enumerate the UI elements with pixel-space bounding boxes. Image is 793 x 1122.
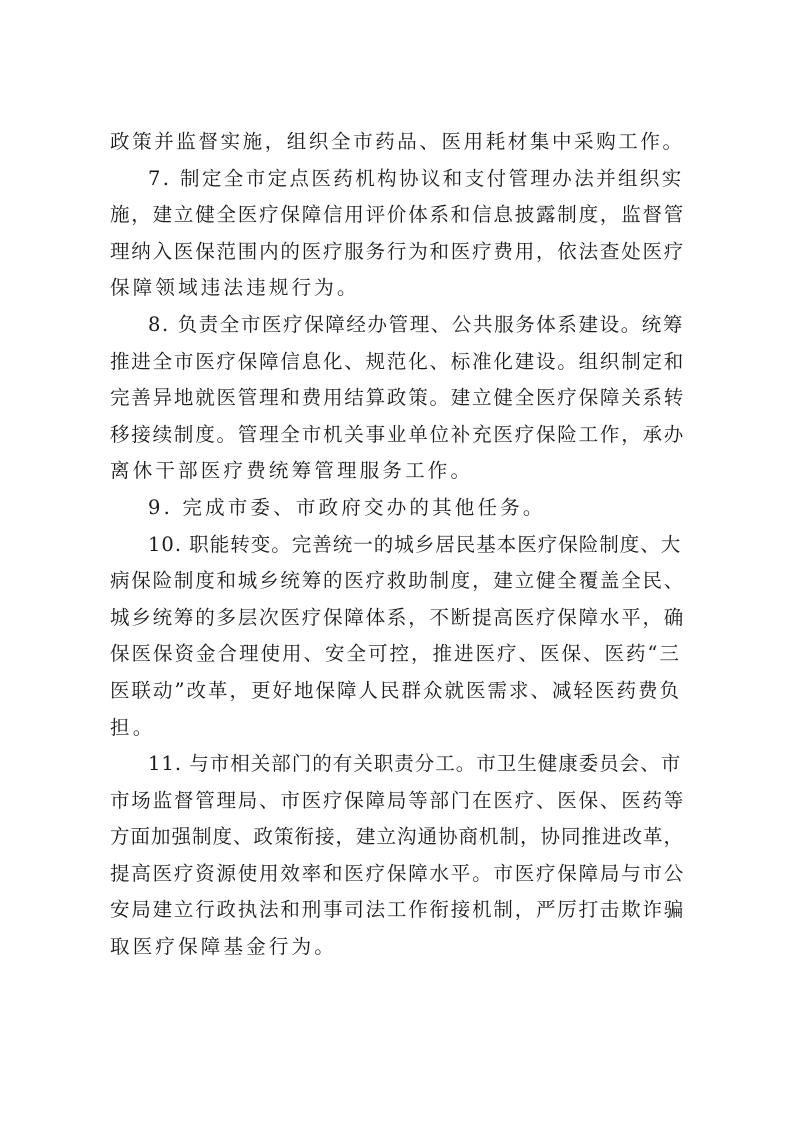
text-line: 离休干部医疗费统筹管理服务工作。 — [110, 459, 474, 483]
paragraph-item-7 — [110, 161, 685, 307]
document-body — [110, 124, 685, 966]
text-line: 城乡统筹的多层次医疗保障体系，不断提高医疗保障水平，确 — [110, 605, 686, 629]
paragraph-intro-tail — [110, 124, 685, 161]
paragraph-item-8 — [110, 307, 685, 490]
paragraph-item-9 — [110, 490, 685, 527]
text-line: 8. 负责全市医疗保障经办管理、公共服务体系建设。统筹 — [148, 312, 685, 336]
text-line: 移接续制度。管理全市机关事业单位补充医疗保险工作，承办 — [110, 422, 686, 446]
text-line: 完善异地就医管理和费用结算政策。建立健全医疗保障关系转 — [110, 386, 686, 410]
text-line: 7. 制定全市定点医药机构协议和支付管理办法并组织实 — [148, 166, 684, 190]
text-line: 政策并监督实施，组织全市药品、医用耗材集中采购工作。 — [110, 130, 685, 153]
text-line: 病保险制度和城乡统筹的医疗救助制度，建立健全覆盖全民、 — [110, 569, 686, 593]
text-line: 医联动”改革，更好地保障人民群众就医需求、减轻医药费负 — [110, 678, 681, 702]
text-line: 提高医疗资源使用效率和医疗保障水平。市医疗保障局与市公 — [110, 861, 686, 885]
text-line: 保医保资金合理使用、安全可控，推进医疗、医保、医药“三 — [110, 642, 681, 666]
text-line: 取医疗保障基金行为。 — [110, 935, 338, 959]
text-line: 保障领域违法违规行为。 — [110, 276, 360, 300]
text-line: 推进全市医疗保障信息化、规范化、标准化建设。组织制定和 — [110, 349, 686, 373]
text-line: 安局建立行政执法和刑事司法工作衔接机制，严厉打击欺诈骗 — [110, 898, 686, 922]
text-line: 方面加强制度、政策衔接，建立沟通协商机制，协同推进改革， — [110, 825, 685, 849]
text-line: 市场监督管理局、市医疗保障局等部门在医疗、医保、医药等 — [110, 788, 686, 812]
text-line: 施，建立健全医疗保障信用评价体系和信息披露制度，监督管 — [110, 203, 686, 227]
text-line: 11. 与市相关部门的有关职责分工。市卫生健康委员会、市 — [148, 752, 682, 776]
paragraph-item-10 — [110, 527, 685, 747]
paragraph-item-11 — [110, 746, 685, 966]
text-line: 9. 完成市委、市政府交办的其他任务。 — [148, 495, 546, 519]
text-line: 10. 职能转变。完善统一的城乡居民基本医疗保险制度、大 — [148, 532, 682, 556]
text-line: 担。 — [110, 715, 156, 739]
text-line: 理纳入医保范围内的医疗服务行为和医疗费用，依法查处医疗 — [110, 239, 686, 263]
